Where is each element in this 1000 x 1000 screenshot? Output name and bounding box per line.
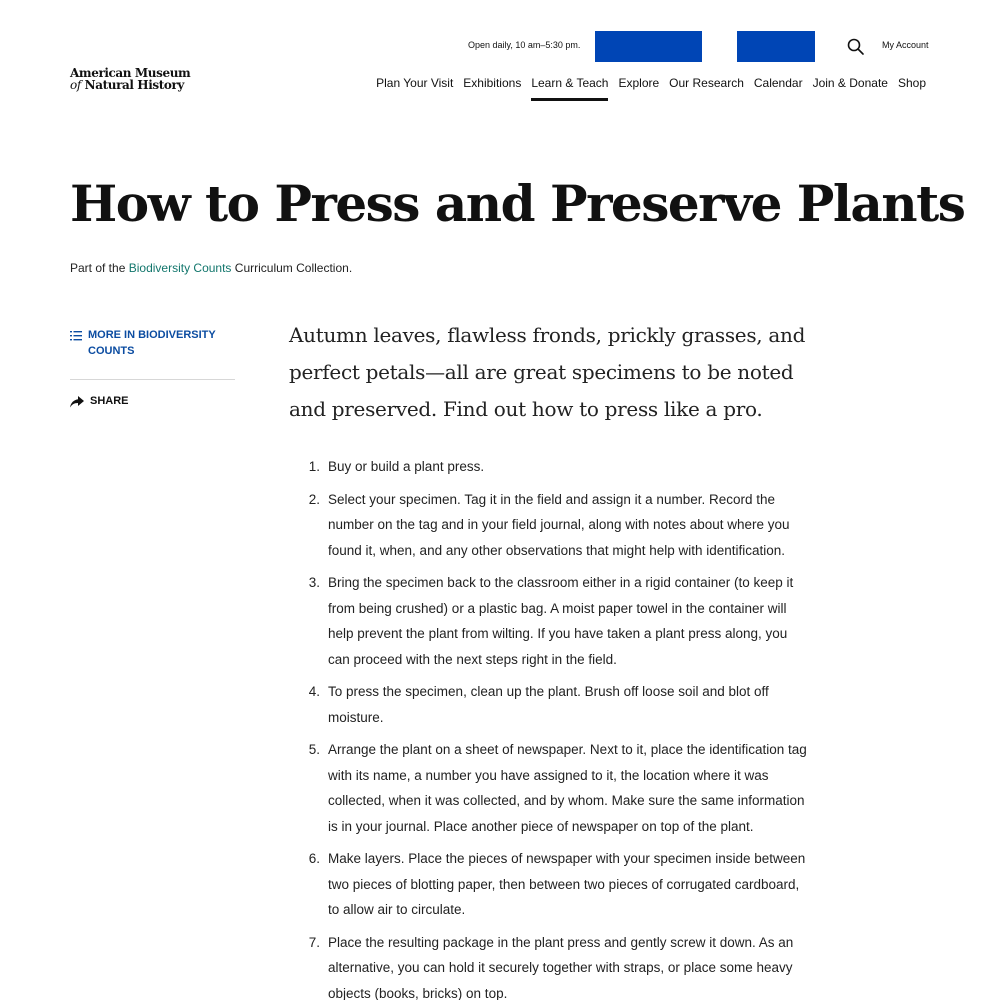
list-item: [289, 737, 809, 839]
search-icon[interactable]: [846, 37, 866, 57]
more-in-collection-link[interactable]: [70, 327, 235, 380]
museum-logo[interactable]: [70, 67, 190, 91]
step-text: To press the specimen, clean up the plant. Brush off loose soil and blot off moisture.: [328, 684, 769, 725]
nav-learn-teach[interactable]: Learn & Teach: [531, 76, 608, 100]
list-item: [289, 846, 809, 923]
step-number: 7.: [308, 934, 320, 950]
list-icon: [70, 329, 82, 341]
nav-explore[interactable]: Explore: [618, 76, 660, 90]
step-text: Make layers. Place the pieces of newspaper with your specimen inside between two pieces of blotting paper, then between two pieces of corrugated cardboard, to allow air to circulate.: [328, 851, 806, 917]
step-number: 2.: [308, 491, 320, 507]
utility-bar: [0, 31, 1000, 63]
list-item: [289, 487, 809, 564]
logo-of: of: [70, 78, 81, 92]
sidebar: [70, 327, 235, 407]
page-title: How to Press and Preserve Plants: [70, 174, 965, 233]
step-number: 6.: [308, 851, 320, 866]
list-item: [289, 454, 809, 480]
step-text: Bring the specimen back to the classroom either in a rigid container (to keep it from being crushed) or a plastic bag. A moist paper towel in the container will help prevent the plant from wilting. If you have taken a plant press along, you can proceed with the next steps right in the field.: [328, 575, 794, 667]
steps-list: [289, 454, 809, 1000]
collection-suffix: Curriculum Collection.: [234, 261, 353, 275]
nav-exhibitions[interactable]: Exhibitions: [463, 76, 522, 90]
main-nav: [376, 76, 926, 100]
list-item: [289, 570, 809, 672]
share-button[interactable]: [70, 395, 235, 407]
step-text: Buy or build a plant press.: [328, 459, 485, 474]
step-number: 4.: [308, 684, 320, 699]
logo-line2: [70, 79, 190, 91]
intro-paragraph: Autumn leaves, flawless fronds, prickly grasses, and perfect petals—all are great specimens to be noted and preserved. Find out how to press like a pro.: [289, 323, 806, 421]
logo-line2-text: Natural History: [84, 78, 184, 92]
list-item: [289, 679, 809, 730]
tickets-button[interactable]: [595, 31, 702, 62]
step-number: 1.: [308, 459, 320, 474]
opening-hours: Open daily, 10 am–5:30 pm.: [468, 40, 581, 50]
nav-calendar[interactable]: Calendar: [753, 76, 803, 90]
step-number: 5.: [308, 742, 320, 757]
more-in-collection-label: MORE IN BIODIVERSITY COUNTS: [88, 329, 216, 357]
collection-line: [70, 261, 352, 275]
membership-button[interactable]: [737, 31, 815, 62]
share-arrow-icon: [70, 395, 84, 407]
biodiversity-counts-link[interactable]: Biodiversity Counts: [128, 261, 232, 275]
step-text: Arrange the plant on a sheet of newspaper. Next to it, place the identification tag with its name, a number you have assigned to it, the location where it was collected, when it was collected, and by whom. Make sure the same information is in your journal. Place another piece of newspaper on top of the plant.: [328, 742, 807, 834]
nav-plan-your-visit[interactable]: Plan Your Visit: [376, 76, 454, 90]
nav-shop[interactable]: Shop: [897, 76, 926, 90]
step-text: Select your specimen. Tag it in the field and assign it a number. Record the number on the tag and in your field journal, along with notes about where you found it, when, and any other observations that might help with identification.: [328, 491, 790, 558]
share-label: SHARE: [90, 395, 129, 407]
logo-line1: American Museum: [70, 66, 191, 80]
nav-our-research[interactable]: Our Research: [669, 76, 744, 90]
my-account-link[interactable]: My Account: [882, 40, 929, 50]
nav-join-donate[interactable]: Join & Donate: [812, 76, 888, 90]
step-text: Place the resulting package in the plant press and gently screw it down. As an alternative, you can hold it securely together with straps, or place some heavy objects (books, bricks) on top.: [328, 934, 794, 1000]
article-content: [289, 317, 809, 1000]
list-item: [289, 930, 809, 1000]
step-number: 3.: [308, 575, 320, 590]
collection-prefix: Part of the: [70, 261, 126, 275]
